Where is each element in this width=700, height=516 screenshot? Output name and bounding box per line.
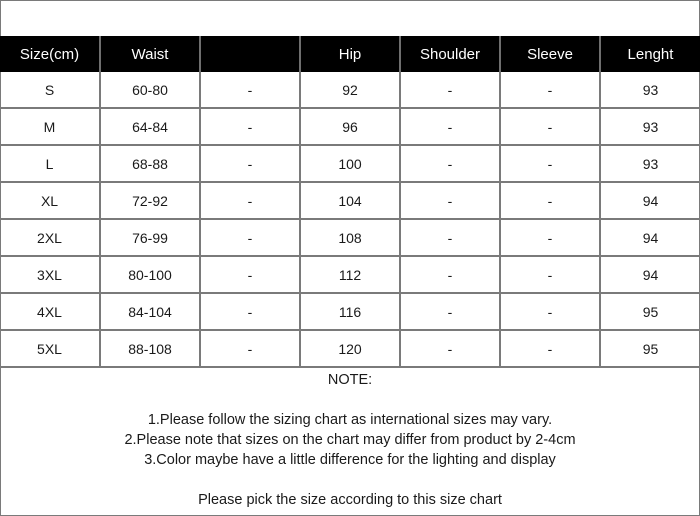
notes-section [0, 370, 700, 510]
notes-spacer [0, 390, 700, 410]
notes-title: NOTE: [327, 372, 373, 388]
cell-size: S [0, 72, 100, 108]
cell-waist: 64-84 [100, 108, 200, 145]
cell-waist: 80-100 [100, 256, 200, 293]
notes-footer: Please pick the size according to this size chart [198, 492, 502, 508]
note-line: 3.Color maybe have a little difference for the lighting and display [144, 452, 556, 468]
cell-empty: - [200, 145, 300, 182]
cell-empty: - [200, 182, 300, 219]
table-row [0, 72, 700, 108]
cell-empty: - [200, 219, 300, 256]
table-row [0, 219, 700, 256]
cell-waist: 76-99 [100, 219, 200, 256]
cell-shoulder: - [400, 330, 500, 367]
cell-sleeve: - [500, 293, 600, 330]
header-sleeve: Sleeve [500, 36, 600, 72]
cell-empty: - [200, 108, 300, 145]
table-row [0, 293, 700, 330]
cell-waist: 84-104 [100, 293, 200, 330]
header-size: Size(cm) [0, 36, 100, 72]
cell-empty: - [200, 330, 300, 367]
cell-sleeve: - [500, 330, 600, 367]
cell-hip: 120 [300, 330, 400, 367]
cell-shoulder: - [400, 256, 500, 293]
cell-sleeve: - [500, 256, 600, 293]
cell-hip: 100 [300, 145, 400, 182]
table-row [0, 145, 700, 182]
header-shoulder: Shoulder [400, 36, 500, 72]
cell-size: 5XL [0, 330, 100, 367]
cell-waist: 60-80 [100, 72, 200, 108]
cell-shoulder: - [400, 182, 500, 219]
cell-length: 94 [600, 182, 700, 219]
cell-sleeve: - [500, 145, 600, 182]
cell-size: 4XL [0, 293, 100, 330]
cell-length: 93 [600, 108, 700, 145]
cell-length: 94 [600, 219, 700, 256]
header-waist: Waist [100, 36, 200, 72]
cell-empty: - [200, 293, 300, 330]
cell-shoulder: - [400, 108, 500, 145]
cell-size: M [0, 108, 100, 145]
table-row [0, 182, 700, 219]
cell-size: 2XL [0, 219, 100, 256]
cell-size: 3XL [0, 256, 100, 293]
cell-hip: 96 [300, 108, 400, 145]
cell-sleeve: - [500, 108, 600, 145]
cell-length: 95 [600, 293, 700, 330]
cell-sleeve: - [500, 219, 600, 256]
cell-sleeve: - [500, 72, 600, 108]
cell-length: 94 [600, 256, 700, 293]
header-empty [200, 36, 300, 72]
cell-waist: 88-108 [100, 330, 200, 367]
table-row [0, 330, 700, 367]
cell-sleeve: - [500, 182, 600, 219]
cell-length: 95 [600, 330, 700, 367]
note-line: 2.Please note that sizes on the chart may differ from product by 2-4cm [124, 432, 576, 448]
cell-waist: 72-92 [100, 182, 200, 219]
cell-hip: 104 [300, 182, 400, 219]
note-line: 1.Please follow the sizing chart as international sizes may vary. [147, 412, 553, 428]
header-length: Lenght [600, 36, 700, 72]
cell-empty: - [200, 256, 300, 293]
cell-hip: 112 [300, 256, 400, 293]
cell-hip: 92 [300, 72, 400, 108]
cell-hip: 108 [300, 219, 400, 256]
header-hip: Hip [300, 36, 400, 72]
cell-waist: 68-88 [100, 145, 200, 182]
cell-shoulder: - [400, 145, 500, 182]
cell-shoulder: - [400, 219, 500, 256]
cell-length: 93 [600, 72, 700, 108]
cell-shoulder: - [400, 293, 500, 330]
table-row [0, 108, 700, 145]
cell-shoulder: - [400, 72, 500, 108]
table-header-row [0, 36, 700, 72]
table-row [0, 256, 700, 293]
cell-size: XL [0, 182, 100, 219]
cell-empty: - [200, 72, 300, 108]
cell-length: 93 [600, 145, 700, 182]
cell-hip: 116 [300, 293, 400, 330]
cell-size: L [0, 145, 100, 182]
size-table [0, 36, 700, 368]
